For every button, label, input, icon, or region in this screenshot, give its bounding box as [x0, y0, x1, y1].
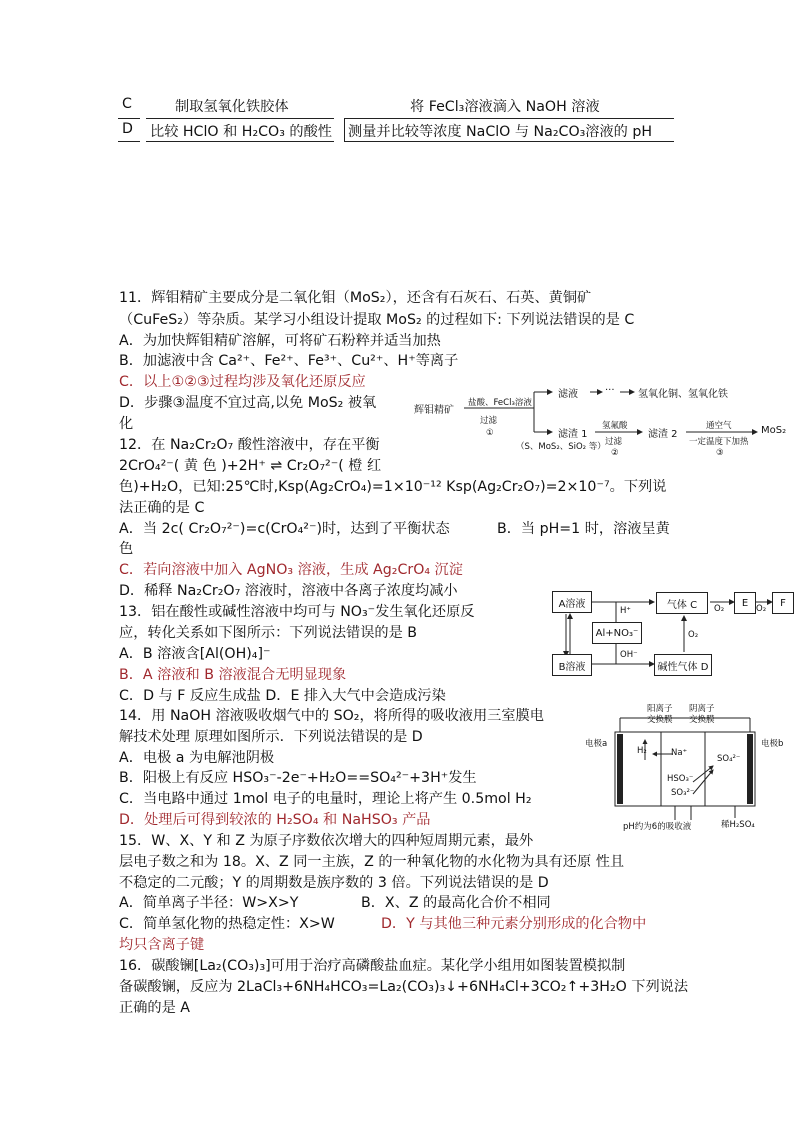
q11-stem-line1: 11．辉钼精矿主要成分是二氧化钼（MoS₂），还含有石灰石、石英、黄铜矿 — [119, 290, 592, 306]
q11-filter2: 过滤 — [605, 437, 623, 447]
q14-cation-membrane: 阳离子 — [647, 704, 673, 714]
q11-hydrofluoric: 氢氟酸 — [602, 421, 628, 431]
q14-feed: pH约为6的吸收液 — [623, 822, 692, 832]
q13-box-f: F — [772, 592, 794, 614]
q15-option-b: B．X、Z 的最高化合价不相同 — [361, 895, 551, 911]
table-row-c-label: C — [122, 96, 132, 112]
q13-option-a: A．B 溶液含[Al(OH)₄]⁻ — [119, 646, 271, 662]
q11-heat: 一定温度下加热 — [689, 437, 749, 447]
q13-label-h: H⁺ — [620, 606, 631, 616]
q14-anion-membrane: 阴离子 — [689, 704, 715, 714]
q14-hso3: HSO₃⁻ — [667, 774, 694, 784]
q14-electrode-b: 电极b — [761, 739, 784, 749]
q11-ore: 辉钼精矿 — [414, 405, 454, 416]
q11-option-c: C．以上①②③过程均涉及氧化还原反应 — [119, 374, 366, 390]
q13-box-gas-c: 气体 C — [656, 592, 708, 614]
q14-stem-line2: 解技术处理 原理如图所示．下列说法错误的是 D — [119, 729, 423, 745]
q12-stem-line4: 法正确的是 C — [119, 500, 205, 516]
q11-filter: 过滤 — [480, 416, 498, 426]
q12-option-b-line1: B．当 pH=1 时，溶液呈黄 — [497, 521, 670, 537]
table-rule-d — [118, 141, 140, 142]
q16-stem-line1: 16．碳酸镧[La₂(CO₃)₃]可用于治疗高磷酸盐血症。某化学小组用如图装置模拟制 — [119, 958, 626, 974]
q14-anion-membrane2: 交换膜 — [689, 715, 715, 725]
q13-label-o2b: O₂ — [714, 604, 725, 614]
q11-air: 通空气 — [706, 421, 732, 431]
q14-option-d: D．处理后可得到较浓的 H₂SO₄ 和 NaHSO₃ 产品 — [119, 812, 431, 828]
table-row-d-purpose: 比较 HClO 和 H₂CO₃ 的酸性 — [150, 124, 332, 140]
q11-stem-line2: （CuFeS₂）等杂质。某学习小组设计提取 MoS₂ 的过程如下: 下列说法错误的是 C — [119, 312, 635, 328]
table-row-d-method: 测量并比较等浓度 NaClO 与 Na₂CO₃溶液的 pH — [348, 124, 653, 140]
table-divider — [344, 119, 345, 141]
q15-stem-line3: 不稳定的二元酸；Y 的周期数是族序数的 3 倍。下列说法错误的是 D — [119, 875, 549, 891]
q14-option-b: B．阳极上有反应 HSO₃⁻-2e⁻+H₂O==SO₄²⁻+3H⁺发生 — [119, 770, 477, 786]
q14-stem-line1: 14．用 NaOH 溶液吸收烟气中的 SO₂，将所得的吸收液用三室膜电 — [119, 708, 544, 724]
q13-box-al: Al+NO₃⁻ — [592, 622, 642, 644]
q11-dots: ··· — [605, 385, 615, 396]
q16-stem-line3: 正确的是 A — [119, 1000, 190, 1016]
q11-step1: ① — [486, 428, 494, 438]
table-rule-c3 — [344, 118, 674, 119]
q11-residue1-note: （S、MoS₂、SiO₂ 等） — [516, 442, 606, 452]
q11-option-b: B．加滤液中含 Ca²⁺、Fe²⁺、Fe³⁺、Cu²⁺、H⁺等离子 — [119, 353, 459, 369]
table-rule-d2 — [146, 141, 334, 142]
table-rule-d3 — [344, 141, 674, 142]
q11-option-d-line1: D．步骤③温度不宜过高,以免 MoS₂ 被氧 — [119, 395, 377, 411]
q11-option-a: A．为加快辉钼精矿溶解，可将矿石粉粹并适当加热 — [119, 333, 441, 349]
q13-label-o2a: O₂ — [688, 630, 699, 640]
table-row-c-method: 将 FeCl₃溶液滴入 NaOH 溶液 — [410, 99, 600, 115]
table-rule-c — [118, 118, 140, 119]
q14-option-c: C．当电路中通过 1mol 电子的电量时，理论上将产生 0.5mol H₂ — [119, 791, 532, 807]
q12-stem-line1: 12．在 Na₂Cr₂O₇ 酸性溶液中，存在平衡 — [119, 437, 380, 453]
q14-electrode-a: 电极a — [585, 739, 608, 749]
q13-box-a: A溶液 — [552, 591, 592, 613]
q13-box-e: E — [734, 592, 756, 614]
q13-option-b: B．A 溶液和 B 溶液混合无明显现象 — [119, 667, 347, 683]
q13-stem-line1: 13．铝在酸性或碱性溶液中均可与 NO₃⁻发生氧化还原反 — [119, 604, 475, 620]
q11-product: MoS₂ — [761, 425, 787, 436]
q13-label-oh: OH⁻ — [620, 650, 638, 660]
q13-box-b: B溶液 — [552, 654, 592, 676]
q14-so4: SO₄²⁻ — [717, 754, 741, 764]
q16-stem-line2: 备碳酸镧，反应为 2LaCl₃+6NH₄HCO₃=La₂(CO₃)₃↓+6NH₄Cl+3CO₂↑+3H₂O 下列说法 — [119, 979, 689, 995]
q11-reagent: 盐酸、FeCl₃溶液 — [468, 398, 532, 408]
q12-option-a: A．当 2c( Cr₂O₇²⁻)=c(CrO₄²⁻)时，达到了平衡状态 — [119, 521, 450, 537]
q14-so3: SO₃²⁻ — [671, 788, 695, 798]
table-row-c-purpose: 制取氢氧化铁胶体 — [175, 99, 289, 115]
q12-option-c: C．若向溶液中加入 AgNO₃ 溶液，生成 Ag₂CrO₄ 沉淀 — [119, 562, 463, 578]
q12-stem-line3: 色)+H₂O，已知:25℃时,Ksp(Ag₂CrO₄)=1×10⁻¹² Ksp(Ag₂Cr₂O₇)=2×10⁻⁷。下列说 — [119, 479, 667, 495]
q12-stem-line2: 2CrO₄²⁻( 黄 色 )+2H⁺ ⇌ Cr₂O₇²⁻( 橙 红 — [119, 458, 382, 474]
q14-h2: H₂ — [637, 746, 647, 756]
q15-option-c: C．简单氢化物的热稳定性：X>W — [119, 916, 335, 932]
table-row-d-label: D — [122, 121, 133, 137]
q14-cation-membrane2: 交换膜 — [647, 715, 673, 725]
q13-stem-line2: 应，转化关系如下图所示：下列说法错误的是 B — [119, 625, 417, 641]
q15-stem-line2: 层电子数之和为 18。X、Z 同一主族，Z 的一种氧化物的水化物为具有还原 性且 — [119, 854, 625, 870]
q15-stem-line1: 15．W、X、Y 和 Z 为原子序数依次增大的四种短周期元素，最外 — [119, 833, 534, 849]
q15-option-d-line1: D．Y 与其他三种元素分别形成的化合物中 — [381, 916, 647, 932]
q12-option-b-line2: 色 — [119, 541, 134, 557]
q11-step2: ② — [611, 448, 619, 458]
q15-option-d-line2: 均只含离子键 — [119, 937, 205, 953]
q11-step3: ③ — [716, 448, 724, 458]
q14-na: Na⁺ — [671, 748, 688, 758]
q15-option-a: A．简单离子半径：W>X>Y — [119, 895, 299, 911]
q12-option-d: D．稀释 Na₂Cr₂O₇ 溶液时，溶液中各离子浓度均减小 — [119, 583, 458, 599]
q11-flow-diagram — [412, 372, 794, 462]
q13-box-gas-d: 碱性气体 D — [654, 654, 712, 676]
q13-option-cd: C．D 与 F 反应生成盐 D．E 排入大气中会造成污染 — [119, 688, 446, 704]
q11-option-d-line2: 化 — [119, 416, 134, 432]
q11-residue2: 滤渣 2 — [648, 429, 678, 440]
q14-option-a: A．电极 a 为电解池阴极 — [119, 750, 275, 766]
q11-products: 氢氧化铜、氢氧化铁 — [638, 389, 728, 400]
q11-filtrate: 滤液 — [558, 389, 578, 400]
table-rule-c2 — [146, 118, 334, 119]
q14-electrolysis-diagram — [585, 702, 794, 832]
q14-dilute-acid: 稀H₂SO₄ — [721, 820, 755, 830]
q13-label-o2c: O₂ — [756, 604, 767, 614]
q13-diagram — [548, 588, 794, 680]
q11-residue1: 滤渣 1 — [558, 429, 588, 440]
